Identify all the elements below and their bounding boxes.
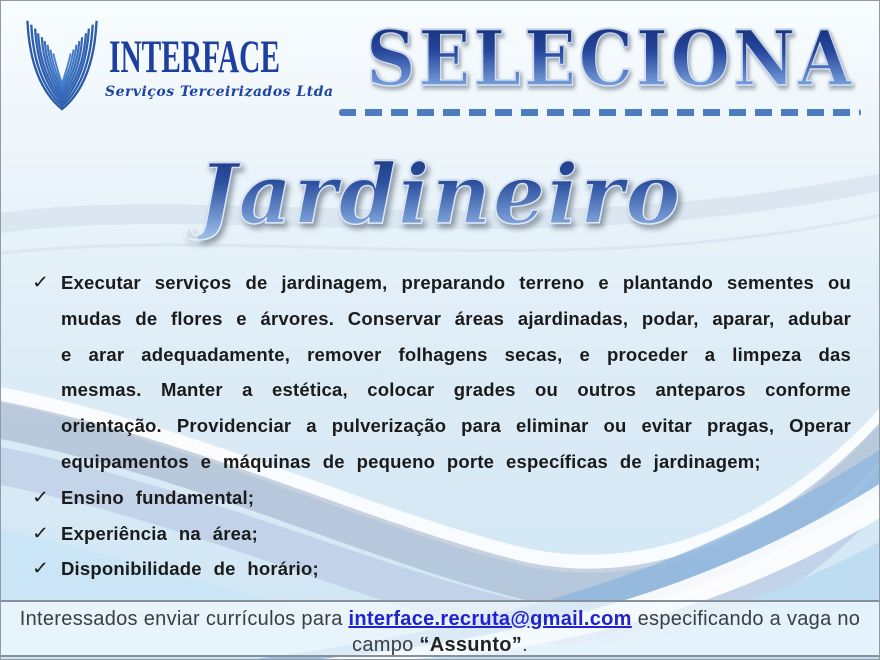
page-title: SELECIONA (366, 14, 854, 103)
header-title-block (339, 14, 861, 116)
list-item (33, 551, 851, 587)
checkmark-icon: ✓ (31, 486, 50, 507)
checkmark-icon: ✓ (31, 522, 50, 543)
contact-line2-prefix: campo (352, 634, 420, 656)
list-item (33, 265, 851, 480)
dashed-divider (339, 109, 861, 116)
list-item (33, 480, 851, 516)
contact-text (1, 606, 879, 658)
email-link[interactable]: interface.recruta@gmail.com (348, 608, 632, 630)
subject-emphasis: “Assunto” (419, 634, 523, 656)
contact-text-before: Interessados enviar currículos para (19, 608, 349, 630)
contact-banner (1, 600, 879, 657)
requirement-text: Experiência na área; (61, 522, 258, 544)
contact-text-after: especificando a vaga no (631, 608, 861, 630)
shell-fan-icon (23, 17, 101, 113)
requirement-text: Disponibilidade de horário; (61, 558, 319, 580)
checkmark-icon: ✓ (31, 558, 50, 579)
contact-period: . (522, 634, 528, 656)
requirement-text: Executar serviços de jardinagem, preparando terreno e plantando sementes ou mudas de flores e árvores. Conservar áreas ajardinadas, podar, aparar, adubar e arar adequadamente, remover folhagens secas, e proceder a limpeza das mesmas. Manter a estética, colocar grades ou outros anteparos conforme orientação. Providenciar a pulverização para eliminar ou evitar pragas, Operar equipamentos e máquinas de pequeno porte específicas de jardinagem; (61, 272, 851, 472)
requirement-text: Ensino fundamental; (61, 486, 255, 508)
job-title: Jardineiro (1, 143, 879, 247)
requirements-list (33, 265, 851, 587)
logo-text (105, 17, 353, 100)
list-item (33, 516, 851, 552)
interface-logo (23, 17, 353, 113)
logo-name: INTERFACE (109, 31, 280, 84)
logo-tagline: Serviços Terceirizados Ltda (105, 84, 334, 100)
flyer-content (1, 1, 879, 659)
checkmark-icon: ✓ (31, 272, 50, 292)
